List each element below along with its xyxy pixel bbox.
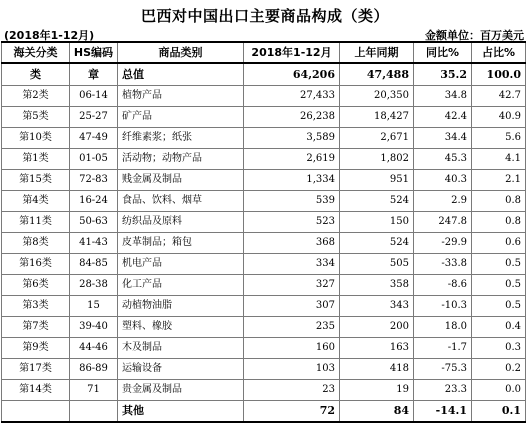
table-row (2, 170, 526, 191)
row-category: 第5类 (2, 107, 70, 128)
row-name: 贵金属及制品 (118, 380, 244, 401)
other-row (2, 401, 526, 423)
row-current: 539 (244, 191, 340, 212)
row-current: 307 (244, 296, 340, 317)
row-previous: 505 (340, 254, 414, 275)
row-category: 第2类 (2, 86, 70, 107)
table-row (2, 338, 526, 359)
row-name: 食品、饮料、烟草 (118, 191, 244, 212)
table-row (2, 296, 526, 317)
row-code: 28-38 (70, 275, 118, 296)
row-code: 01-05 (70, 149, 118, 170)
row-share: 0.3 (472, 338, 526, 359)
row-category: 第16类 (2, 254, 70, 275)
row-category: 第6类 (2, 275, 70, 296)
row-name: 矿产品 (118, 107, 244, 128)
row-name: 机电产品 (118, 254, 244, 275)
total-row (2, 63, 526, 86)
row-previous: 18,427 (340, 107, 414, 128)
table-row (2, 107, 526, 128)
row-previous: 163 (340, 338, 414, 359)
period-label: (2018年1-12月) (4, 29, 95, 42)
row-category: 第17类 (2, 359, 70, 380)
row-share: 0.4 (472, 317, 526, 338)
row-code: 15 (70, 296, 118, 317)
other-share: 0.1 (472, 401, 526, 423)
total-share: 100.0 (472, 63, 526, 86)
header-share: 占比% (472, 42, 526, 63)
export-composition-table (1, 41, 526, 423)
row-current: 334 (244, 254, 340, 275)
row-current: 103 (244, 359, 340, 380)
row-previous: 951 (340, 170, 414, 191)
row-share: 0.5 (472, 296, 526, 317)
table-row (2, 212, 526, 233)
total-current: 64,206 (244, 63, 340, 86)
row-previous: 343 (340, 296, 414, 317)
row-previous: 2,671 (340, 128, 414, 149)
row-code: 16-24 (70, 191, 118, 212)
row-code: 06-14 (70, 86, 118, 107)
row-category: 第14类 (2, 380, 70, 401)
row-share: 40.9 (472, 107, 526, 128)
row-share: 0.0 (472, 380, 526, 401)
row-name: 运输设备 (118, 359, 244, 380)
row-yoy: 42.4 (414, 107, 472, 128)
row-share: 0.5 (472, 254, 526, 275)
row-yoy: -10.3 (414, 296, 472, 317)
row-share: 0.8 (472, 191, 526, 212)
row-current: 235 (244, 317, 340, 338)
row-name: 纺织品及原料 (118, 212, 244, 233)
row-current: 2,619 (244, 149, 340, 170)
row-code: 71 (70, 380, 118, 401)
row-yoy: 34.8 (414, 86, 472, 107)
row-previous: 150 (340, 212, 414, 233)
row-category: 第9类 (2, 338, 70, 359)
table-row (2, 317, 526, 338)
other-category (2, 401, 70, 423)
table-subheader (4, 27, 524, 41)
row-category: 第10类 (2, 128, 70, 149)
row-current: 327 (244, 275, 340, 296)
row-code: 47-49 (70, 128, 118, 149)
row-name: 活动物；动物产品 (118, 149, 244, 170)
row-yoy: 34.4 (414, 128, 472, 149)
row-yoy: 45.3 (414, 149, 472, 170)
row-yoy: -75.3 (414, 359, 472, 380)
header-commodity: 商品类别 (118, 42, 244, 63)
header-previous-period: 上年同期 (340, 42, 414, 63)
table-row (2, 86, 526, 107)
header-current-period: 2018年1-12月 (244, 42, 340, 63)
row-share: 2.1 (472, 170, 526, 191)
table-row (2, 359, 526, 380)
row-current: 26,238 (244, 107, 340, 128)
row-category: 第11类 (2, 212, 70, 233)
row-previous: 20,350 (340, 86, 414, 107)
row-code: 25-27 (70, 107, 118, 128)
row-share: 4.1 (472, 149, 526, 170)
row-yoy: 40.3 (414, 170, 472, 191)
row-yoy: -8.6 (414, 275, 472, 296)
total-yoy: 35.2 (414, 63, 472, 86)
row-share: 0.8 (472, 212, 526, 233)
header-row (2, 42, 526, 63)
row-code: 86-89 (70, 359, 118, 380)
total-previous: 47,488 (340, 63, 414, 86)
header-yoy: 同比% (414, 42, 472, 63)
row-previous: 524 (340, 191, 414, 212)
other-current: 72 (244, 401, 340, 423)
row-current: 3,589 (244, 128, 340, 149)
row-code: 41-43 (70, 233, 118, 254)
row-name: 木及制品 (118, 338, 244, 359)
row-yoy: 2.9 (414, 191, 472, 212)
row-previous: 19 (340, 380, 414, 401)
row-previous: 358 (340, 275, 414, 296)
row-name: 化工产品 (118, 275, 244, 296)
row-yoy: 18.0 (414, 317, 472, 338)
other-previous: 84 (340, 401, 414, 423)
row-share: 0.2 (472, 359, 526, 380)
table-row (2, 191, 526, 212)
header-customs-category: 海关分类 (2, 42, 70, 63)
table-row (2, 254, 526, 275)
table-row (2, 275, 526, 296)
row-yoy: -1.7 (414, 338, 472, 359)
header-hs-code: HS编码 (70, 42, 118, 63)
total-category: 类 (2, 63, 70, 86)
row-share: 0.6 (472, 233, 526, 254)
row-name: 动植物油脂 (118, 296, 244, 317)
row-previous: 1,802 (340, 149, 414, 170)
row-current: 368 (244, 233, 340, 254)
table-row (2, 380, 526, 401)
row-share: 42.7 (472, 86, 526, 107)
total-code: 章 (70, 63, 118, 86)
other-name: 其他 (118, 401, 244, 423)
total-name: 总值 (118, 63, 244, 86)
row-current: 1,334 (244, 170, 340, 191)
row-name: 贱金属及制品 (118, 170, 244, 191)
row-previous: 418 (340, 359, 414, 380)
unit-label: 金额单位：百万美元 (425, 29, 524, 42)
row-share: 0.5 (472, 275, 526, 296)
row-code: 72-83 (70, 170, 118, 191)
row-previous: 200 (340, 317, 414, 338)
row-code: 39-40 (70, 317, 118, 338)
row-code: 84-85 (70, 254, 118, 275)
table-row (2, 149, 526, 170)
row-name: 植物产品 (118, 86, 244, 107)
row-current: 23 (244, 380, 340, 401)
row-current: 160 (244, 338, 340, 359)
row-category: 第15类 (2, 170, 70, 191)
row-category: 第7类 (2, 317, 70, 338)
other-code (70, 401, 118, 423)
row-yoy: -29.9 (414, 233, 472, 254)
row-category: 第3类 (2, 296, 70, 317)
table-row (2, 128, 526, 149)
row-current: 27,433 (244, 86, 340, 107)
row-code: 44-46 (70, 338, 118, 359)
row-share: 5.6 (472, 128, 526, 149)
row-category: 第1类 (2, 149, 70, 170)
row-code: 50-63 (70, 212, 118, 233)
row-category: 第8类 (2, 233, 70, 254)
row-category: 第4类 (2, 191, 70, 212)
row-yoy: 247.8 (414, 212, 472, 233)
table-row (2, 233, 526, 254)
row-yoy: -33.8 (414, 254, 472, 275)
row-name: 纤维素浆；纸张 (118, 128, 244, 149)
row-yoy: 23.3 (414, 380, 472, 401)
row-previous: 524 (340, 233, 414, 254)
row-name: 皮革制品；箱包 (118, 233, 244, 254)
row-name: 塑料、橡胶 (118, 317, 244, 338)
table-title: 巴西对中国出口主要商品构成（类） (140, 7, 389, 25)
other-yoy: -14.1 (414, 401, 472, 423)
row-current: 523 (244, 212, 340, 233)
